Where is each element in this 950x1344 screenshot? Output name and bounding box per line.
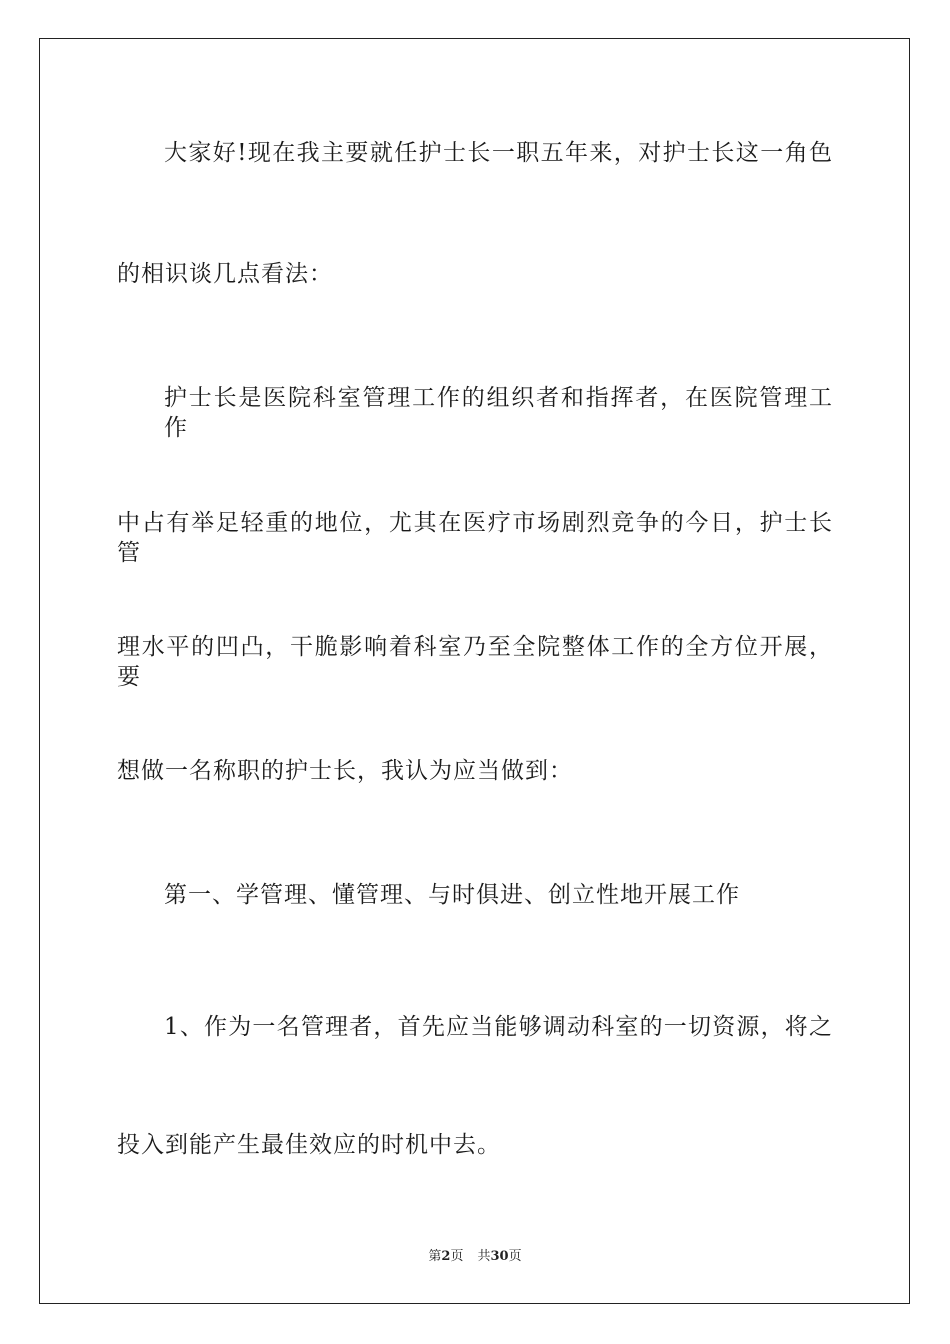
section-heading: 第一、学管理、懂管理、与时俱进、创立性地开展工作 [164, 882, 740, 908]
total-prefix: 共 [477, 1249, 491, 1264]
page-prefix: 第 [428, 1249, 442, 1264]
paragraph-2-line-4: 想做一名称职的护士长，我认为应当做到： [117, 758, 573, 784]
paragraph-1-line-2: 的相识谈几点看法： [117, 261, 333, 287]
paragraph-2-line-1: 护士长是医院科室管理工作的组织者和指挥者，在医院管理工作 [164, 385, 833, 441]
total-suffix: 页 [508, 1249, 522, 1264]
page-border [39, 38, 910, 1304]
paragraph-4-line-2: 投入到能产生最佳效应的时机中去。 [117, 1132, 501, 1158]
total-page-count: 30 [490, 1249, 509, 1264]
paragraph-2-line-3: 理水平的凹凸，干脆影响着科室乃至全院整体工作的全方位开展，要 [117, 634, 833, 690]
page-footer [0, 1248, 950, 1266]
current-page-number: 2 [441, 1249, 451, 1264]
page-suffix: 页 [450, 1249, 464, 1264]
paragraph-1-line-1: 大家好!现在我主要就任护士长一职五年来，对护士长这一角色 [164, 140, 833, 166]
paragraph-2-line-2: 中占有举足轻重的地位，尤其在医疗市场剧烈竞争的今日，护士长管 [117, 510, 833, 566]
paragraph-4-line-1: 1、作为一名管理者，首先应当能够调动科室的一切资源，将之 [164, 1014, 833, 1040]
